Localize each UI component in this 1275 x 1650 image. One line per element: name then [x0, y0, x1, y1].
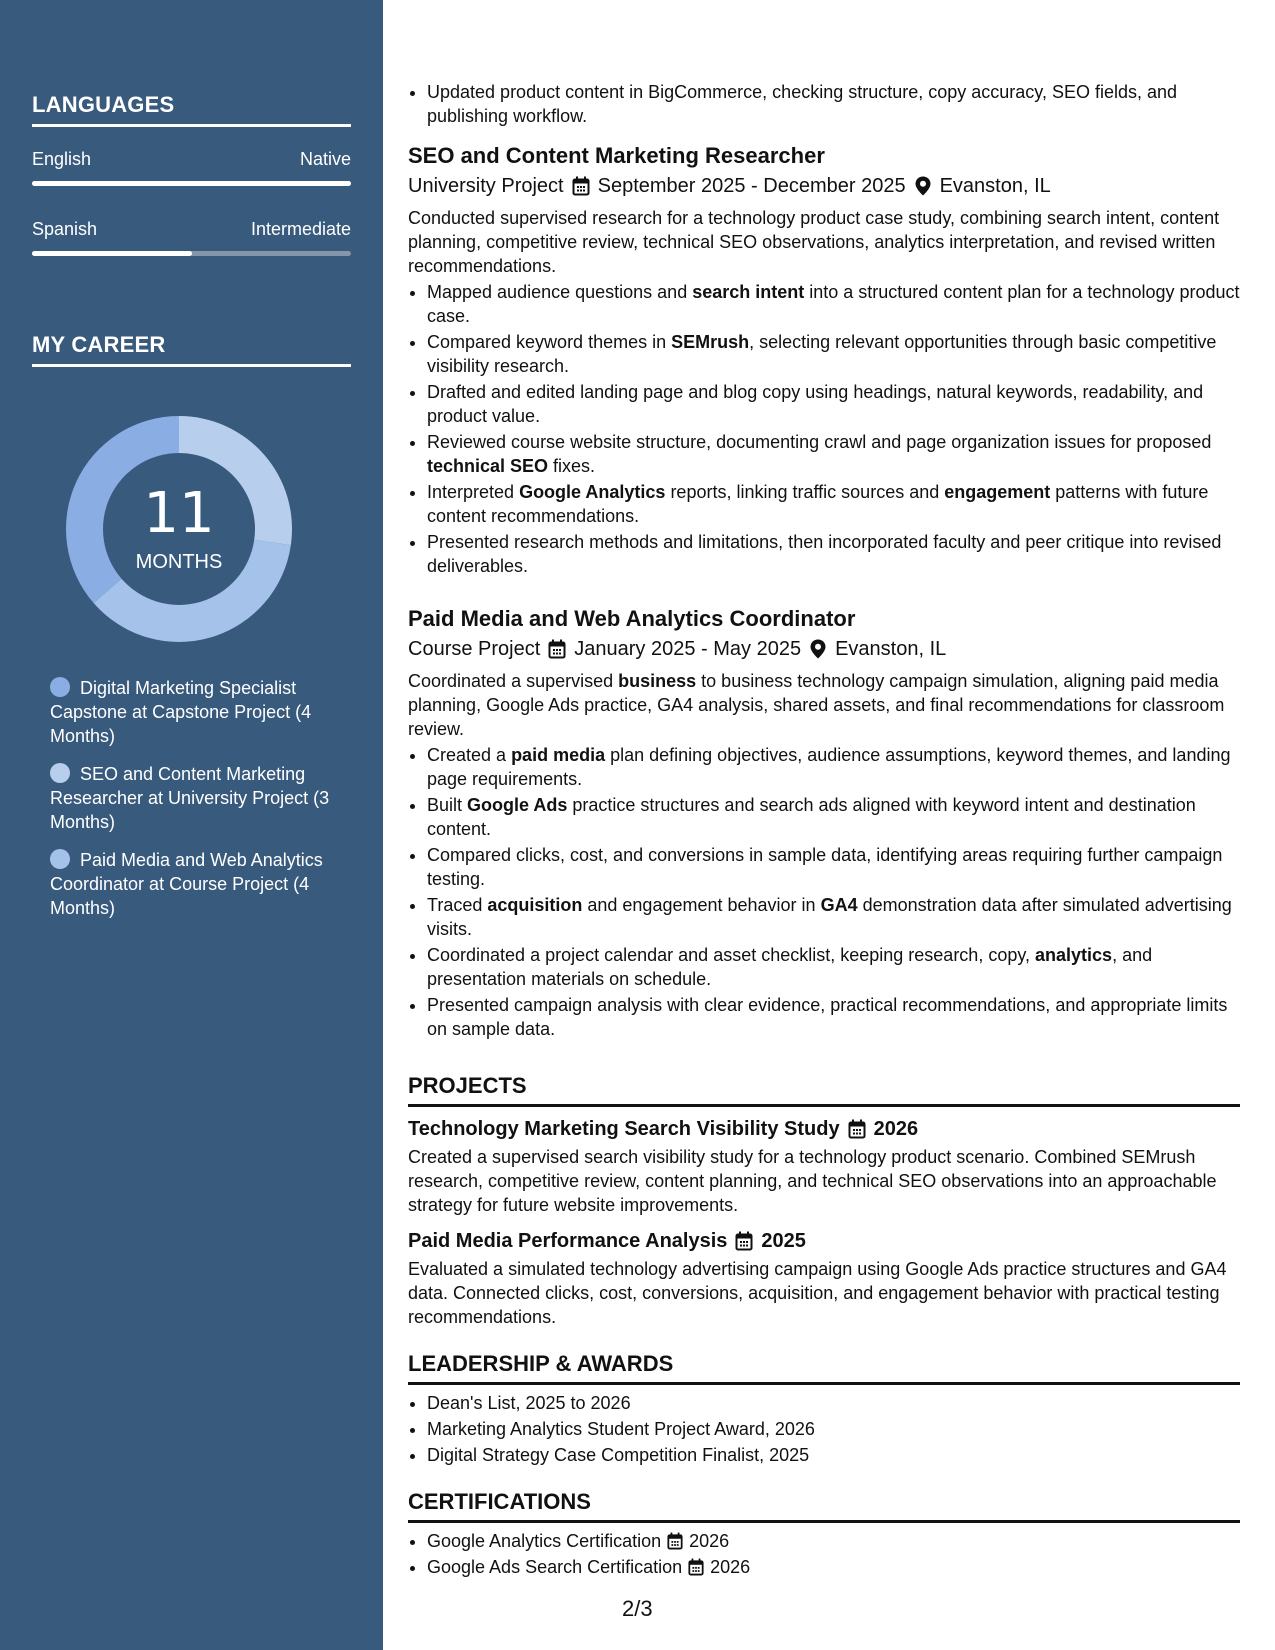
- career-donut: [64, 414, 294, 644]
- certification-year: 2026: [689, 1531, 730, 1551]
- career-section: [32, 332, 351, 367]
- languages-section: [32, 92, 351, 289]
- leadership-list: [408, 1391, 1240, 1467]
- calendar-icon: [735, 1231, 753, 1251]
- job-title: Paid Media and Web Analytics Coordinator: [408, 606, 856, 631]
- list-item: • Mapped audience questions and search intent into a structured content plan for a technology product case.: [427, 280, 1240, 328]
- job-location: Evanston, IL: [939, 175, 1051, 197]
- project-title: Paid Media Performance Analysis 2025: [408, 1227, 1240, 1255]
- certification-year: 2026: [710, 1557, 751, 1577]
- proficiency-fill: [32, 181, 351, 186]
- leadership-section: [408, 1350, 1240, 1469]
- location-pin-icon: [809, 639, 827, 659]
- list-item: [427, 1529, 1240, 1553]
- list-item: • Marketing Analytics Student Project Award, 2026: [427, 1417, 1240, 1441]
- list-item: • Compared keyword themes in SEMrush, selecting relevant opportunities through basic competitive visibility research.: [427, 330, 1240, 378]
- career-item-label: SEO and Content Marketing Researcher at University Project (3 Months): [50, 764, 330, 832]
- experience-continued-list: [408, 80, 1259, 130]
- career-dot-icon: [50, 763, 70, 783]
- job-org: University Project: [408, 175, 564, 197]
- job-dates: September 2025 - December 2025: [597, 175, 906, 197]
- list-item: • Compared clicks, cost, and conversions in sample data, identifying areas requiring further campaign testing.: [427, 843, 1240, 891]
- list-item: [427, 1555, 1240, 1579]
- project-year: 2026: [873, 1118, 919, 1140]
- career-item: [50, 762, 330, 834]
- career-item: [50, 676, 330, 748]
- career-total-number: 11: [143, 481, 215, 546]
- career-heading: MY CAREER: [32, 332, 351, 367]
- list-item: • Dean's List, 2025 to 2026: [427, 1391, 1240, 1415]
- proficiency-bar: [32, 251, 351, 256]
- list-item: • Created a paid media plan defining objectives, audience assumptions, keyword themes, and landing page requirements.: [427, 743, 1240, 791]
- project-year: 2025: [761, 1230, 806, 1252]
- calendar-icon: [848, 1119, 866, 1139]
- project-description: Evaluated a simulated technology advertising campaign using Google Ads practice structures and GA4 data. Connected clicks, cost, conversions, acquisition, and engagement behavior with practical testing recommendations.: [408, 1259, 1227, 1327]
- calendar-icon: [548, 639, 566, 659]
- calendar-icon: [572, 176, 590, 196]
- career-item-label: Paid Media and Web Analytics Coordinator at Course Project (4 Months): [50, 850, 323, 918]
- list-item: • Updated product content in BigCommerce, checking structure, copy accuracy, SEO fields, and publishing workflow.: [427, 80, 1259, 128]
- project-description: Created a supervised search visibility study for a technology product scenario. Combined SEMrush research, competitive review, content planning, and technical SEO observations into an approachable strategy for future website improvements.: [408, 1147, 1217, 1215]
- list-item: • Presented research methods and limitations, then incorporated faculty and peer critique into revised deliverables.: [427, 530, 1240, 578]
- project-title: Technology Marketing Search Visibility Study 2026: [408, 1115, 1240, 1143]
- language-name: Spanish: [32, 219, 98, 239]
- job-title: SEO and Content Marketing Researcher: [408, 143, 825, 168]
- language-name: English: [32, 149, 92, 169]
- certifications-list: [408, 1529, 1240, 1579]
- location-pin-icon: [914, 176, 932, 196]
- list-item: • Presented campaign analysis with clear evidence, practical recommendations, and appropriate limits on sample data.: [427, 993, 1240, 1041]
- job-bullets: [408, 743, 1240, 1041]
- proficiency-bar: [32, 181, 351, 186]
- sidebar: [0, 0, 383, 1650]
- list-item: • Built Google Ads practice structures and search ads aligned with keyword intent and destination content.: [427, 793, 1240, 841]
- list-item: • Digital Strategy Case Competition Finalist, 2025: [427, 1443, 1240, 1467]
- list-item: • Coordinated a project calendar and asset checklist, keeping research, copy, analytics, and presentation materials on schedule.: [427, 943, 1240, 991]
- projects-section: [408, 1072, 1240, 1329]
- projects-heading: PROJECTS: [408, 1072, 1240, 1107]
- career-list: [50, 676, 330, 934]
- certifications-section: [408, 1488, 1240, 1581]
- page-number: 2/3: [622, 1596, 653, 1621]
- calendar-icon: [688, 1558, 704, 1576]
- language-level: Intermediate: [250, 219, 351, 239]
- job-location: Evanston, IL: [835, 638, 947, 660]
- list-item: • Traced acquisition and engagement behavior in GA4 demonstration data after simulated advertising visits.: [427, 893, 1240, 941]
- job-meta: [408, 635, 1240, 663]
- list-item: • Drafted and edited landing page and blog copy using headings, natural keywords, readability, and product value.: [427, 380, 1240, 428]
- list-item: • Interpreted Google Analytics reports, linking traffic sources and engagement patterns with future content recommendations.: [427, 480, 1240, 528]
- career-total-unit: MONTHS: [135, 551, 223, 573]
- leadership-heading: LEADERSHIP & AWARDS: [408, 1350, 1240, 1385]
- job-summary: Conducted supervised research for a technology product case study, combining search intent, content planning, competitive review, technical SEO observations, analytics interpretation, and revised written recommendations.: [408, 208, 1220, 276]
- language-row: [32, 149, 351, 219]
- proficiency-fill: [32, 251, 192, 256]
- list-item: • Reviewed course website structure, documenting crawl and page organization issues for proposed technical SEO fixes.: [427, 430, 1240, 478]
- job-dates: January 2025 - May 2025: [574, 638, 802, 660]
- certifications-heading: CERTIFICATIONS: [408, 1488, 1240, 1523]
- career-item: [50, 848, 330, 920]
- certification-name: • Google Analytics Certification: [427, 1531, 662, 1551]
- certification-name: • Google Ads Search Certification: [427, 1557, 683, 1577]
- languages-heading: LANGUAGES: [32, 92, 351, 127]
- career-item-label: Digital Marketing Specialist Capstone at Capstone Project (4 Months): [50, 678, 312, 746]
- job-summary: Coordinated a supervised business to business technology campaign simulation, aligning paid media planning, Google Ads practice, GA4 analysis, shared assets, and final recommendations for classroom review.: [408, 671, 1225, 739]
- job-entry: [408, 142, 1240, 580]
- job-org: Course Project: [408, 638, 541, 660]
- job-meta: [408, 172, 1240, 200]
- language-level: Native: [299, 149, 351, 169]
- job-bullets: [408, 280, 1240, 578]
- career-dot-icon: [50, 849, 70, 869]
- job-entry: [408, 605, 1240, 1043]
- language-row: [32, 219, 351, 289]
- calendar-icon: [667, 1532, 683, 1550]
- career-dot-icon: [50, 677, 70, 697]
